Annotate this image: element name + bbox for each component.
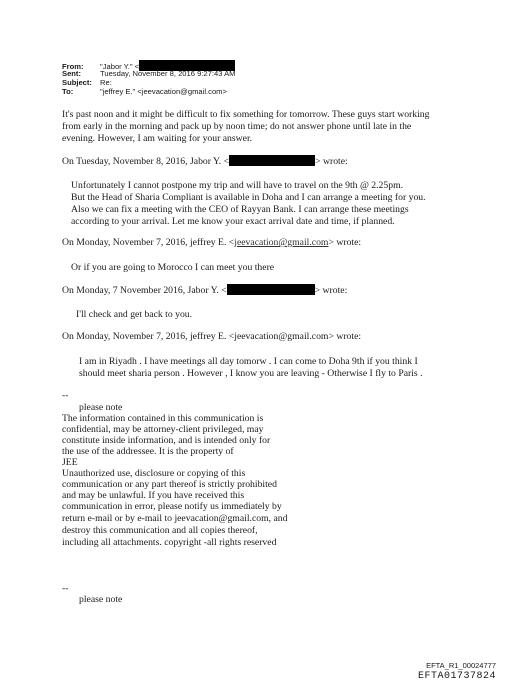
- quote2-attribution-prefix: On Monday, November 7, 2016, jeffrey E. <: [62, 237, 235, 248]
- disclaimer-line-3: constitute inside information, and is intended only for: [62, 435, 271, 446]
- disclaimer-line-8: and may be unlawful. If you have received this: [62, 490, 245, 501]
- quote1-line-3: Also we can fix a meeting with the CEO of Rayyan Bank. I can arrange these meetings: [71, 204, 409, 215]
- quote1-line-1: Unfortunately I cannot postpone my trip and will have to travel on the 9th @ 2.25pm.: [71, 180, 404, 191]
- header-subject: [62, 78, 112, 87]
- from-value: "Jabor Y." <: [100, 62, 140, 71]
- subject-label: Subject:: [62, 78, 92, 87]
- quote1-attribution-suffix: > wrote:: [315, 156, 348, 167]
- quote3-attribution-prefix: On Monday, 7 November 2016, Jabor Y. <: [62, 285, 227, 296]
- disclaimer-line-7: communication or any part thereof is strictly prohibited: [62, 479, 277, 490]
- to-label: To:: [62, 87, 74, 96]
- footer-id-small: EFTA_R1_00024777: [426, 661, 496, 670]
- quote1-attribution-prefix: On Tuesday, November 8, 2016, Jabor Y. <: [62, 156, 230, 167]
- header-to: [62, 87, 227, 96]
- quote1-line-2: But the Head of Sharia Compliant is available in Doha and I can arrange a meeting for you.: [71, 192, 426, 203]
- reply-line-2: from early in the morning and pack up by noon time; do not answer phone until late in the: [62, 121, 412, 132]
- header-sent: [62, 69, 236, 78]
- quote2-attribution: [62, 237, 361, 249]
- subject-value: Re:: [100, 78, 112, 87]
- to-value: "jeffrey E." <jeevacation@gmail.com>: [100, 87, 227, 96]
- quote1-line-4: according to your arrival. Let me know your exact arrival date and time, if planned.: [71, 216, 395, 227]
- quote4-line-2: should meet sharia person . However , I know you are leaving - Otherwise I fly to Paris .: [79, 368, 423, 379]
- quote2-attribution-suffix: > wrote:: [328, 237, 362, 248]
- disclaimer-line-12: including all attachments. copyright -all rights reserved: [62, 537, 277, 548]
- disclaimer-line-9: communication in error, please notify us immediately by: [62, 501, 282, 512]
- disclaimer-line-11: destroy this communication and all copies thereof,: [62, 525, 258, 536]
- footer-id-large: EFTA01737824: [417, 671, 496, 682]
- disclaimer-line-1: The information contained in this communication is: [62, 413, 264, 424]
- disclaimer-line-10: return e-mail or by e-mail to jeevacation@gmail.com, and: [62, 513, 288, 524]
- quote4-line-1: I am in Riyadh . I have meetings all day tomorw . I can come to Doha 9th if you think I: [79, 356, 418, 367]
- reply-line-1: It's past noon and it might be difficult to fix something for tomorrow. These guys start working: [62, 109, 430, 120]
- sent-label: Sent:: [62, 69, 81, 78]
- quote3-attribution: [62, 284, 347, 297]
- sent-value: Tuesday, November 8, 2016 9:27:43 AM: [100, 69, 236, 78]
- signature-dashes: --: [62, 390, 69, 401]
- quote1-attribution: [62, 155, 348, 168]
- disclaimer-line-5: JEE: [62, 457, 78, 468]
- quote3-body: I'll check and get back to you.: [76, 309, 193, 320]
- redaction-bar: [227, 284, 315, 295]
- please-note: please note: [79, 402, 123, 413]
- reply-line-3: evening. However, I am waiting for your answer.: [62, 133, 253, 144]
- quote3-attribution-suffix: > wrote:: [314, 285, 348, 296]
- from-label: From:: [62, 62, 84, 71]
- disclaimer-line-2: confidential, may be attorney-client privileged, may: [62, 424, 264, 435]
- quote4-attribution: On Monday, November 7, 2016, jeffrey E. <jeevacation@gmail.com> wrote:: [62, 331, 362, 342]
- please-note-2: please note: [79, 594, 123, 605]
- disclaimer-line-6: Unauthorized use, disclosure or copying of this: [62, 468, 246, 479]
- redaction-bar: [229, 155, 315, 166]
- signature-dashes-2: --: [62, 583, 69, 594]
- quote2-email-link[interactable]: jeevacation@gmail.com: [234, 237, 329, 248]
- quote2-body: Or if you are going to Morocco I can meet you there: [71, 262, 275, 273]
- disclaimer-line-4: the use of the addressee. It is the property of: [62, 446, 234, 457]
